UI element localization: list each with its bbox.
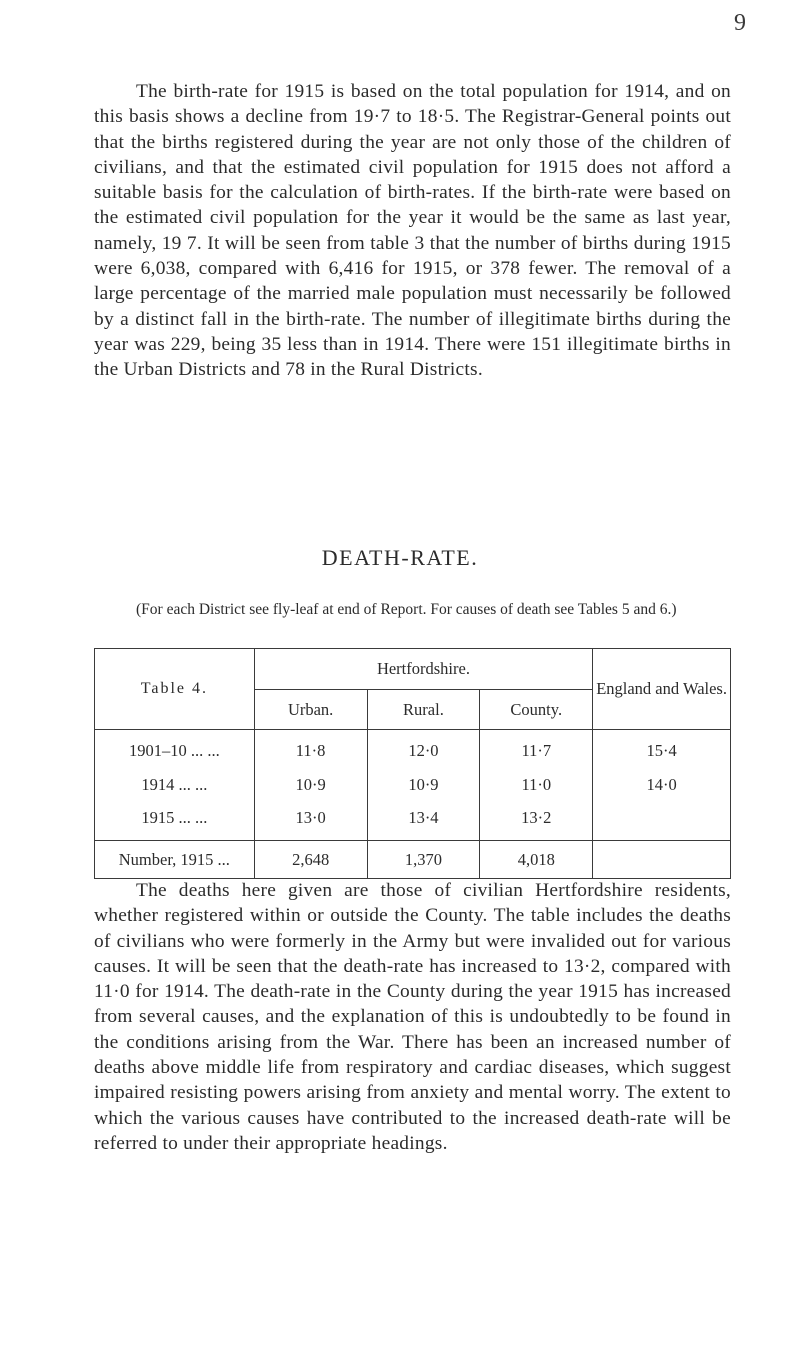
row-label: Number, 1915 ... bbox=[95, 841, 255, 879]
england-value bbox=[593, 841, 731, 879]
urban-value: 13·0 bbox=[254, 804, 367, 841]
county-value: 13·2 bbox=[480, 804, 593, 841]
county-value: 4,018 bbox=[480, 841, 593, 879]
row-label: 1915 ... ... bbox=[95, 804, 255, 841]
page-number: 9 bbox=[734, 10, 746, 36]
rural-value: 12·0 bbox=[367, 730, 480, 767]
england-value bbox=[593, 804, 731, 841]
row-label: 1901–10 ... ... bbox=[95, 730, 255, 767]
rural-header: Rural. bbox=[367, 690, 480, 730]
county-header: County. bbox=[480, 690, 593, 730]
urban-value: 2,648 bbox=[254, 841, 367, 879]
row-label: 1914 ... ... bbox=[95, 767, 255, 804]
table-row bbox=[95, 804, 731, 841]
england-wales-header: England and Wales. bbox=[593, 649, 731, 730]
urban-header: Urban. bbox=[254, 690, 367, 730]
rural-value: 13·4 bbox=[367, 804, 480, 841]
reference-note: (For each District see fly-leaf at end of Report. For causes of death see Tables 5 and 6.) bbox=[136, 601, 677, 618]
table-title: Table 4. bbox=[95, 649, 255, 730]
rural-value: 10·9 bbox=[367, 767, 480, 804]
death-rate-table bbox=[94, 648, 731, 879]
table-row bbox=[95, 730, 731, 767]
urban-value: 10·9 bbox=[254, 767, 367, 804]
hertfordshire-header: Hertfordshire. bbox=[254, 649, 592, 690]
england-value: 15·4 bbox=[593, 730, 731, 767]
death-rate-paragraph: The deaths here given are those of civilian Hertfordshire residents, whether registered within or outside the County. The table includes the deaths of civilians who were formerly in the Army but were invalided out for various causes. It will be seen that the death-rate has increased to 13·2, compared with 11·0 for 1914. The death-rate in the County during the year 1915 has increased from several causes, and the explanation of this is undoubtedly to be found in the conditions arising from the War. There has been an increased number of deaths above middle life from respiratory and cardiac diseases, which suggest impaired resisting powers arising from anxiety and mental worry. The extent to which the various causes have contributed to the increased death-rate will be referred to under their appropriate headings. bbox=[94, 880, 731, 1154]
england-value: 14·0 bbox=[593, 767, 731, 804]
section-heading: DEATH-RATE. bbox=[321, 545, 479, 570]
table-header-row bbox=[95, 649, 731, 690]
rural-value: 1,370 bbox=[367, 841, 480, 879]
county-value: 11·0 bbox=[480, 767, 593, 804]
birth-rate-paragraph: The birth-rate for 1915 is based on the total population for 1914, and on this basis shows a decline from 19·7 to 18·5. The Registrar-General points out that the births registered during the year are not only those of the children of civilians, and that the estimated civil population for 1915 does not afford a suitable basis for the calculation of birth-rates. If the birth-rate were based on the estimated civil population for the year it would be the same as last year, namely, 19 7. It will be seen from table 3 that the number of births during 1915 were 6,038, compared with 6,416 for 1915, or 378 fewer. The removal of a large percentage of the married male population must necessarily be followed by a distinct fall in the birth-rate. The number of illegitimate births during the year was 229, being 35 less than in 1914. There were 151 illegitimate births in the Urban Districts and 78 in the Rural Districts. bbox=[94, 81, 731, 381]
county-value: 11·7 bbox=[480, 730, 593, 767]
urban-value: 11·8 bbox=[254, 730, 367, 767]
table-row bbox=[95, 841, 731, 879]
table-row bbox=[95, 767, 731, 804]
